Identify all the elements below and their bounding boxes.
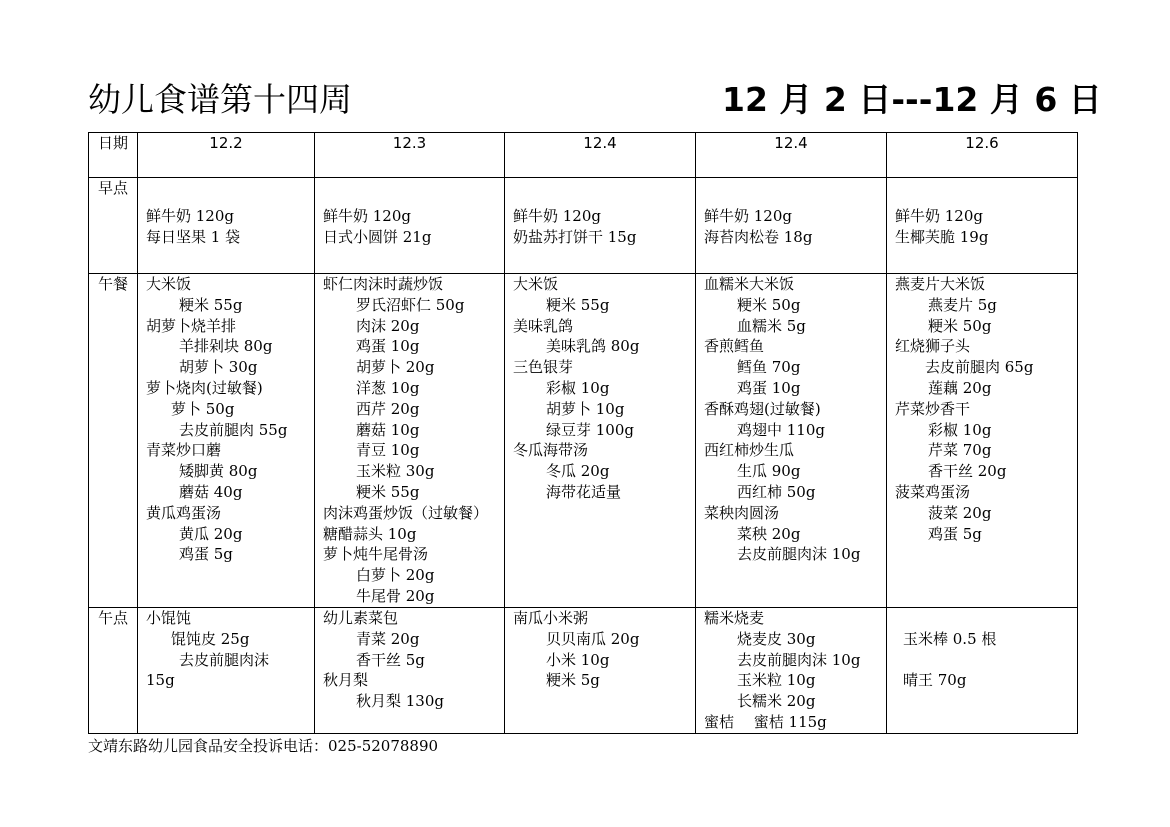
ingredient: 鸡蛋 5g (928, 524, 982, 543)
dish-name: 蜜桔 蜜桔 115g (704, 712, 827, 731)
menu-line: 鲜牛奶 120g (323, 207, 412, 225)
ingredient: 去皮前腿肉沫 (179, 650, 270, 669)
ingredient: 鸡蛋 10g (356, 337, 420, 356)
dish-name: 萝卜炖牛尾骨汤 (323, 545, 429, 564)
menu-cell (887, 608, 1078, 734)
ingredient: 黄瓜 20g (179, 524, 243, 543)
dish-name: 红烧狮子头 (895, 337, 971, 356)
ingredient: 香干丝 5g (356, 650, 425, 669)
date-header: 12.3 (315, 133, 505, 178)
row-label: 午点 (89, 608, 138, 734)
menu-cell (315, 608, 505, 734)
snack-row (89, 608, 1078, 734)
spacer-line (895, 608, 1077, 629)
menu-cell (138, 178, 315, 274)
menu-line: 日式小圆饼 21g (323, 227, 432, 246)
date-header: 12.4 (505, 133, 696, 178)
menu-cell (315, 274, 505, 608)
dish-name: 菜秧肉圆汤 (704, 503, 780, 522)
spacer-line (895, 650, 1077, 671)
menu-cell (505, 178, 696, 274)
ingredient: 彩椒 10g (546, 378, 610, 397)
dish-name: 肉沫鸡蛋炒饭（过敏餐） (323, 503, 489, 522)
ingredient: 萝卜 50g (171, 399, 235, 418)
ingredient: 燕麦片 5g (928, 295, 997, 314)
dish-name: 香酥鸡翅(过敏餐) (704, 399, 821, 418)
ingredient: 香干丝 20g (928, 462, 1007, 481)
dish-name: 虾仁肉沫时蔬炒饭 (323, 275, 444, 293)
menu-line: 鲜牛奶 120g (513, 207, 602, 225)
ingredient: 15g (146, 671, 175, 690)
dish-name: 小馄饨 (146, 609, 192, 627)
ingredient: 粳米 55g (179, 295, 243, 314)
ingredient: 粳米 55g (356, 482, 420, 501)
dish-name: 血糯米大米饭 (704, 275, 795, 293)
date-range: 12 月 2 日---12 月 6 日 (722, 80, 1102, 119)
ingredient: 鸡蛋 10g (737, 378, 801, 397)
ingredient: 彩椒 10g (928, 420, 992, 439)
menu-cell (696, 178, 887, 274)
dish-name: 糖醋蒜头 10g (323, 524, 417, 543)
ingredient: 羊排剁块 80g (179, 337, 273, 356)
date-header: 12.2 (138, 133, 315, 178)
page-title: 幼儿食谱第十四周 (88, 80, 352, 119)
ingredient: 去皮前腿肉 55g (179, 420, 288, 439)
header-row (89, 133, 1078, 178)
ingredient: 胡萝卜 20g (356, 358, 435, 377)
ingredient: 胡萝卜 10g (546, 399, 625, 418)
menu-line: 每日坚果 1 袋 (146, 227, 241, 246)
ingredient: 鸡翅中 110g (737, 420, 826, 439)
menu-cell (505, 274, 696, 608)
menu-line: 鲜牛奶 120g (146, 207, 235, 225)
ingredient: 馄饨皮 25g (171, 629, 250, 648)
dish-name: 黄瓜鸡蛋汤 (146, 503, 222, 522)
ingredient: 粳米 55g (546, 295, 610, 314)
menu-line: 奶盐苏打饼干 15g (513, 227, 637, 246)
ingredient: 粳米 50g (928, 316, 992, 335)
dish-name: 芹菜炒香干 (895, 399, 971, 418)
ingredient: 西红柿 50g (737, 482, 816, 501)
dish-name: 糯米烧麦 (704, 609, 765, 627)
complaint-hotline: 文靖东路幼儿园食品安全投诉电话：025-52078890 (88, 737, 439, 755)
ingredient: 牛尾骨 20g (356, 586, 435, 605)
ingredient: 贝贝南瓜 20g (546, 629, 640, 648)
ingredient: 青豆 10g (356, 441, 420, 460)
ingredient: 菠菜 20g (928, 503, 992, 522)
ingredient: 蘑菇 40g (179, 482, 243, 501)
date-label: 日期 (89, 133, 138, 178)
ingredient: 烧麦皮 30g (737, 629, 816, 648)
ingredient: 去皮前腿肉 65g (925, 358, 1034, 377)
dish-name: 菠菜鸡蛋汤 (895, 482, 971, 501)
menu-line: 海苔肉松卷 18g (704, 227, 813, 246)
menu-cell (887, 274, 1078, 608)
menu-line: 鲜牛奶 120g (704, 207, 793, 225)
ingredient: 去皮前腿肉沫 10g (737, 650, 861, 669)
row-label: 早点 (89, 178, 138, 274)
ingredient: 芹菜 70g (928, 441, 992, 460)
ingredient: 冬瓜 20g (546, 462, 610, 481)
menu-cell (696, 274, 887, 608)
ingredient: 矮脚黄 80g (179, 462, 258, 481)
ingredient: 鳕鱼 70g (737, 358, 801, 377)
menu-cell (505, 608, 696, 734)
ingredient: 长糯米 20g (737, 692, 816, 711)
ingredient: 海带花适量 (546, 482, 622, 501)
ingredient: 白萝卜 20g (356, 566, 435, 585)
ingredient: 玉米粒 30g (356, 462, 435, 481)
ingredient: 玉米棒 0.5 根 (903, 629, 997, 648)
dish-name: 燕麦片大米饭 (895, 275, 986, 293)
ingredient: 西芹 20g (356, 399, 420, 418)
menu-cell (887, 178, 1078, 274)
dish-name: 青菜炒口蘑 (146, 441, 222, 460)
dish-name: 胡萝卜烧羊排 (146, 316, 237, 335)
ingredient: 绿豆芽 100g (546, 420, 635, 439)
breakfast-row (89, 178, 1078, 274)
ingredient: 鸡蛋 5g (179, 545, 233, 564)
ingredient: 莲藕 20g (928, 378, 992, 397)
menu-table (88, 132, 1078, 734)
ingredient: 小米 10g (546, 650, 610, 669)
ingredient: 玉米粒 10g (737, 671, 816, 690)
dish-name: 南瓜小米粥 (513, 609, 589, 627)
dish-name: 大米饭 (513, 275, 559, 293)
dish-name: 幼儿素菜包 (323, 609, 399, 627)
menu-line: 鲜牛奶 120g (895, 207, 984, 225)
ingredient: 生瓜 90g (737, 462, 801, 481)
ingredient: 粳米 5g (546, 671, 600, 690)
dish-name: 美味乳鸽 (513, 316, 574, 335)
row-label: 午餐 (89, 274, 138, 608)
dish-name: 秋月梨 (323, 671, 369, 690)
ingredient: 罗氏沼虾仁 50g (356, 295, 465, 314)
ingredient: 胡萝卜 30g (179, 358, 258, 377)
menu-cell (696, 608, 887, 734)
ingredient: 美味乳鸽 80g (546, 337, 640, 356)
ingredient: 菜秧 20g (737, 524, 801, 543)
ingredient: 青菜 20g (356, 629, 420, 648)
date-header: 12.6 (887, 133, 1078, 178)
lunch-row (89, 274, 1078, 608)
menu-cell (315, 178, 505, 274)
ingredient: 蘑菇 10g (356, 420, 420, 439)
dish-name: 萝卜烧肉(过敏餐) (146, 378, 263, 397)
dish-name: 西红柿炒生瓜 (704, 441, 795, 460)
dish-name: 大米饭 (146, 275, 192, 293)
ingredient: 晴王 70g (903, 671, 967, 690)
menu-cell (138, 608, 315, 734)
ingredient: 粳米 50g (737, 295, 801, 314)
dish-name: 冬瓜海带汤 (513, 441, 589, 460)
ingredient: 去皮前腿肉沫 10g (737, 545, 861, 564)
menu-line: 生椰芙脆 19g (895, 227, 989, 246)
date-header: 12.4 (696, 133, 887, 178)
dish-name: 香煎鳕鱼 (704, 337, 765, 356)
ingredient: 洋葱 10g (356, 378, 420, 397)
ingredient: 血糯米 5g (737, 316, 806, 335)
ingredient: 秋月梨 130g (356, 692, 445, 711)
menu-cell (138, 274, 315, 608)
dish-name: 三色银芽 (513, 358, 574, 377)
ingredient: 肉沫 20g (356, 316, 420, 335)
